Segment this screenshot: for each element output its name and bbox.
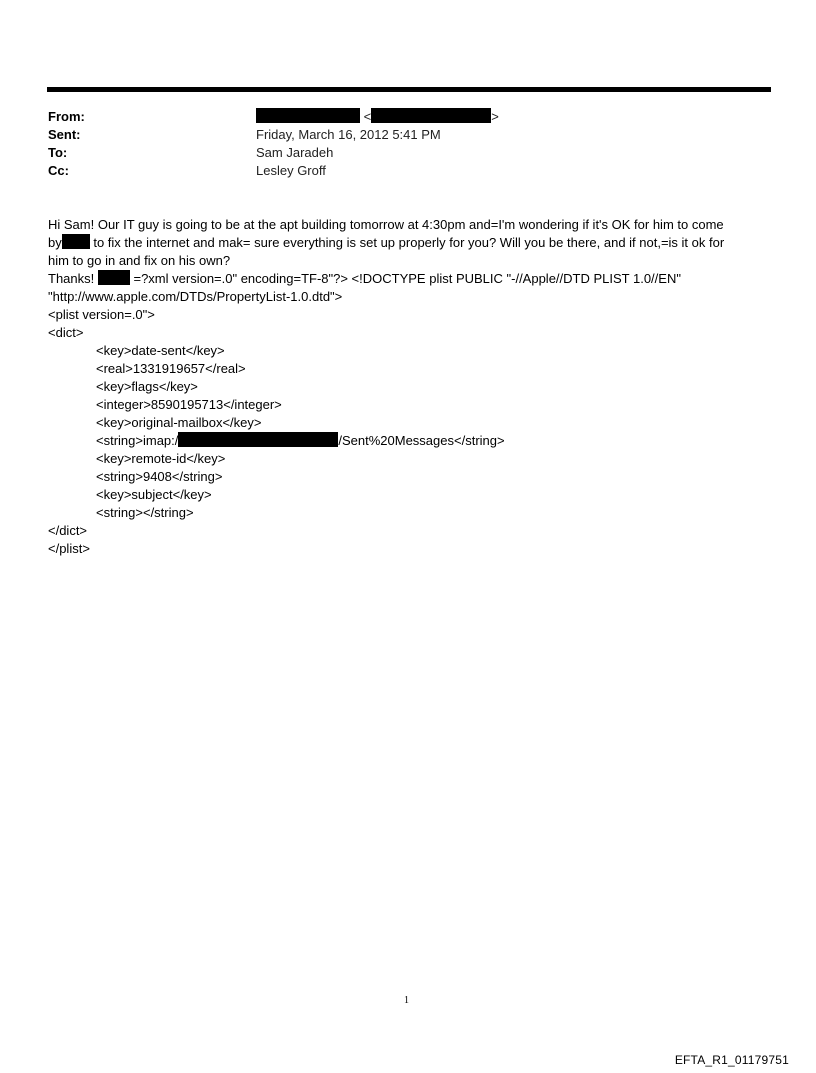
plist-line: <key>date-sent</key>	[96, 343, 225, 358]
body-text: to fix the internet and mak= sure everything is set up properly for you? Will you be there, and if not,=is it ok for	[89, 235, 725, 250]
body-line	[48, 270, 768, 288]
body-line	[48, 234, 768, 252]
plist-line: <key>subject</key>	[96, 487, 212, 502]
from-lt: <	[363, 109, 372, 124]
body-line: </plist>	[48, 541, 90, 556]
redaction-block	[62, 234, 90, 249]
body-line: him to go in and fix on his own?	[48, 253, 231, 268]
from-gt: >	[491, 109, 499, 124]
body-line: <dict>	[48, 325, 84, 340]
redaction-block	[256, 108, 360, 123]
redaction-block	[98, 270, 130, 285]
body-line: "http://www.apple.com/DTDs/PropertyList-1.0.dtd">	[48, 289, 343, 304]
header-rule	[47, 87, 771, 92]
plist-line: <real>1331919657</real>	[96, 361, 246, 376]
redaction-block	[178, 432, 338, 447]
to-label: To:	[48, 145, 68, 160]
plist-line: <integer>8590195713</integer>	[96, 397, 282, 412]
cc-value: Lesley Groff	[256, 163, 326, 178]
sent-label: Sent:	[48, 127, 81, 142]
document-id: EFTA_R1_01179751	[674, 1053, 789, 1067]
plist-line: <key>flags</key>	[96, 379, 198, 394]
body-line: </dict>	[48, 523, 88, 538]
from-value	[256, 108, 499, 126]
page-number: 1	[404, 995, 409, 1006]
body-line: Hi Sam! Our IT guy is going to be at the apt building tomorrow at 4:30pm and=I'm wondering if it's OK for him to come	[48, 217, 724, 232]
from-label: From:	[48, 109, 85, 124]
body-text: Thanks!	[48, 271, 95, 286]
to-value: Sam Jaradeh	[256, 145, 334, 160]
plist-line	[48, 432, 768, 450]
plist-line: <string></string>	[96, 505, 194, 520]
redaction-block	[371, 108, 491, 123]
cc-label: Cc:	[48, 163, 69, 178]
sent-value: Friday, March 16, 2012 5:41 PM	[256, 127, 441, 142]
body-line: <plist version=.0">	[48, 307, 155, 322]
body-text: /Sent%20Messages</string>	[338, 433, 505, 448]
body-text: <string>imap:/	[96, 433, 179, 448]
body-text: =?xml version=.0" encoding=TF-8"?> <!DOCTYPE plist PUBLIC "-//Apple//DTD PLIST 1.0//EN"	[129, 271, 681, 286]
message-body	[48, 216, 768, 558]
plist-line: <key>original-mailbox</key>	[96, 415, 262, 430]
body-text: by	[48, 235, 62, 250]
plist-line: <string>9408</string>	[96, 469, 223, 484]
plist-line: <key>remote-id</key>	[96, 451, 226, 466]
